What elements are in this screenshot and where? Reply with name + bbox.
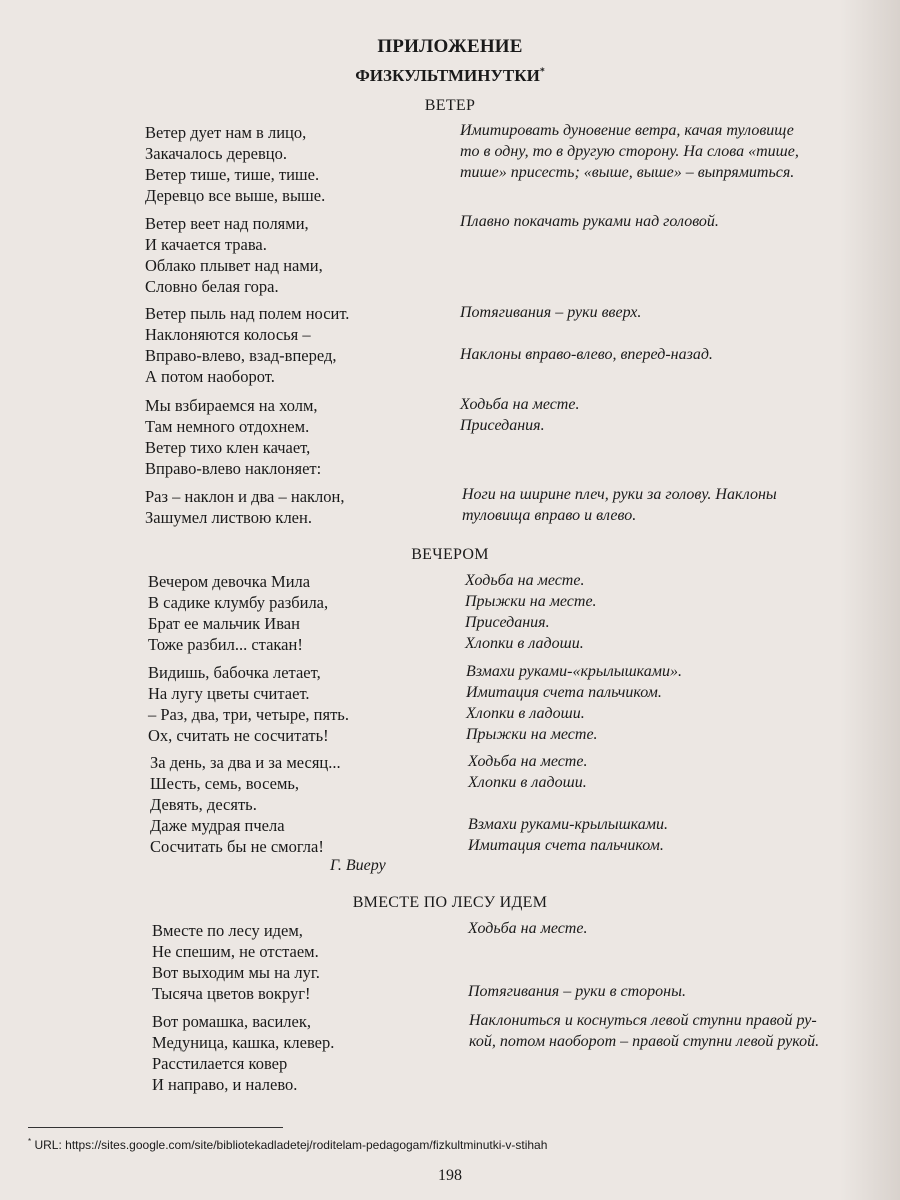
- instruction-line: Ноги на ширине плеч, руки за голову. Наклоны: [462, 486, 777, 503]
- verse-line: Ветер тише, тише, тише.: [145, 165, 320, 184]
- instruction-block: [468, 751, 668, 856]
- instruction-line: Ходьба на месте.: [468, 920, 588, 937]
- instruction-line: [460, 323, 713, 344]
- instruction-line: кой, потом наоборот – правой ступни левой рукой.: [469, 1033, 820, 1050]
- verse-stanza: [152, 1011, 334, 1095]
- verse-line: В садике клумбу разбила,: [148, 593, 329, 612]
- instruction-line: Взмахи руками-«крылышками».: [466, 663, 682, 680]
- verse-line: Не спешим, не отстаем.: [152, 942, 319, 961]
- instruction-line: Хлопки в ладоши.: [466, 705, 585, 722]
- verse-line: И качается трава.: [145, 235, 267, 254]
- verse-stanza: [148, 571, 328, 655]
- footnote: [28, 1137, 547, 1152]
- verse-stanza: [150, 752, 341, 857]
- verse-stanza: [145, 303, 349, 387]
- verse-line: Облако плывет над нами,: [145, 256, 323, 275]
- instruction-line: Прыжки на месте.: [466, 726, 598, 743]
- subtitle-text: ФИЗКУЛЬТМИНУТКИ: [355, 66, 540, 85]
- instruction-line: Потягивания – руки вверх.: [460, 304, 642, 321]
- verse-stanza: [145, 122, 325, 206]
- section-title-veter: ВЕТЕР: [424, 97, 476, 114]
- section-title-vmeste: ВМЕСТЕ ПО ЛЕСУ ИДЕМ: [352, 894, 548, 911]
- instruction-line: Хлопки в ладоши.: [465, 635, 584, 652]
- verse-stanza: [145, 486, 344, 528]
- verse-line: На лугу цветы считает.: [148, 684, 310, 703]
- instruction-line: туловища вправо и влево.: [462, 507, 637, 524]
- instruction-line: [468, 960, 686, 981]
- instruction-block: [466, 661, 682, 745]
- verse-stanza: [145, 213, 323, 297]
- instruction-block: [462, 484, 777, 526]
- instruction-line: Приседания.: [460, 417, 545, 434]
- instruction-line: Наклоны вправо-влево, вперед-назад.: [460, 346, 713, 363]
- instruction-line: Имитировать дуновение ветра, качая туловище: [460, 122, 794, 139]
- footnote-url: URL: https://sites.google.com/site/bibliotekadladetej/roditelam-pedagogam/fizkultminutki-v-stihah: [34, 1138, 548, 1152]
- page-shadow: [840, 0, 900, 1200]
- subtitle: [0, 66, 900, 86]
- instruction-line: Имитация счета пальчиком.: [466, 684, 662, 701]
- verse-line: Видишь, бабочка летает,: [148, 663, 321, 682]
- verse-line: Девять, десять.: [150, 795, 257, 814]
- author-signature: Г. Виеру: [330, 857, 386, 874]
- instruction-line: Ходьба на месте.: [468, 753, 588, 770]
- instruction-line: Ходьба на месте.: [460, 396, 580, 413]
- instruction-line: Ходьба на месте.: [465, 572, 585, 589]
- instruction-line: [468, 793, 668, 814]
- verse-line: Шесть, семь, восемь,: [150, 774, 300, 793]
- footnote-mark: *: [28, 1137, 32, 1146]
- instruction-block: [469, 1010, 819, 1052]
- instruction-block: [460, 302, 713, 365]
- verse-line: Сосчитать бы не смогла!: [150, 837, 324, 856]
- verse-line: Вправо-влево, взад-вперед,: [145, 346, 337, 365]
- verse-stanza: [145, 395, 321, 479]
- verse-line: Расстилается ковер: [152, 1054, 288, 1073]
- instruction-line: Прыжки на месте.: [465, 593, 597, 610]
- instruction-line: Хлопки в ладоши.: [468, 774, 587, 791]
- instruction-block: [460, 394, 579, 436]
- verse-line: Вправо-влево наклоняет:: [145, 459, 322, 478]
- page-number: 198: [438, 1167, 462, 1184]
- verse-line: А потом наоборот.: [145, 367, 275, 386]
- verse-line: И направо, и налево.: [152, 1075, 298, 1094]
- verse-line: – Раз, два, три, четыре, пять.: [148, 705, 349, 724]
- verse-line: Вечером девочка Мила: [148, 572, 311, 591]
- verse-line: Вместе по лесу идем,: [152, 921, 303, 940]
- instruction-block: [460, 120, 799, 183]
- verse-line: Ох, считать не сосчитать!: [148, 726, 329, 745]
- verse-line: Ветер дует нам в лицо,: [145, 123, 307, 142]
- verse-line: Ветер веет над полями,: [145, 214, 309, 233]
- verse-line: Ветер пыль над полем носит.: [145, 304, 350, 323]
- verse-line: Наклоняются колосья –: [145, 325, 311, 344]
- instruction-line: Приседания.: [465, 614, 550, 631]
- instruction-line: то в одну, то в другую сторону. На слова «тише,: [460, 143, 799, 160]
- verse-stanza: [148, 662, 349, 746]
- verse-line: Закачалось деревцо.: [145, 144, 287, 163]
- instruction-block: [465, 570, 597, 654]
- instruction-line: Потягивания – руки в стороны.: [468, 983, 686, 1000]
- instruction-line: [468, 939, 686, 960]
- instruction-block: [468, 918, 686, 1002]
- verse-line: Ветер тихо клен качает,: [145, 438, 311, 457]
- verse-line: Даже мудрая пчела: [150, 816, 285, 835]
- verse-line: Там немного отдохнем.: [145, 417, 310, 436]
- verse-stanza: [152, 920, 320, 1004]
- instruction-line: тише» присесть; «выше, выше» – выпрямиться.: [460, 164, 795, 181]
- verse-line: Тоже разбил... стакан!: [148, 635, 303, 654]
- footnote-separator: [28, 1127, 283, 1128]
- instruction-block: [460, 211, 719, 232]
- verse-line: Мы взбираемся на холм,: [145, 396, 318, 415]
- verse-line: Вот ромашка, василек,: [152, 1012, 312, 1031]
- subtitle-footnote-mark: *: [539, 66, 545, 78]
- verse-line: Медуница, кашка, клевер.: [152, 1033, 335, 1052]
- verse-line: За день, за два и за месяц...: [150, 753, 341, 772]
- verse-line: Словно белая гора.: [145, 277, 279, 296]
- appendix-title: ПРИЛОЖЕНИЕ: [377, 36, 523, 57]
- verse-line: Вот выходим мы на луг.: [152, 963, 320, 982]
- instruction-line: Имитация счета пальчиком.: [468, 837, 664, 854]
- verse-line: Деревцо все выше, выше.: [145, 186, 326, 205]
- verse-line: Брат ее мальчик Иван: [148, 614, 300, 633]
- instruction-line: Взмахи руками-крылышками.: [468, 816, 668, 833]
- verse-line: Зашумел листвою клен.: [145, 508, 312, 527]
- section-title-vecherom: ВЕЧЕРОМ: [411, 546, 489, 563]
- instruction-line: Наклониться и коснуться левой ступни правой ру-: [469, 1012, 817, 1029]
- verse-line: Раз – наклон и два – наклон,: [145, 487, 345, 506]
- verse-line: Тысяча цветов вокруг!: [152, 984, 311, 1003]
- instruction-line: Плавно покачать руками над головой.: [460, 213, 719, 230]
